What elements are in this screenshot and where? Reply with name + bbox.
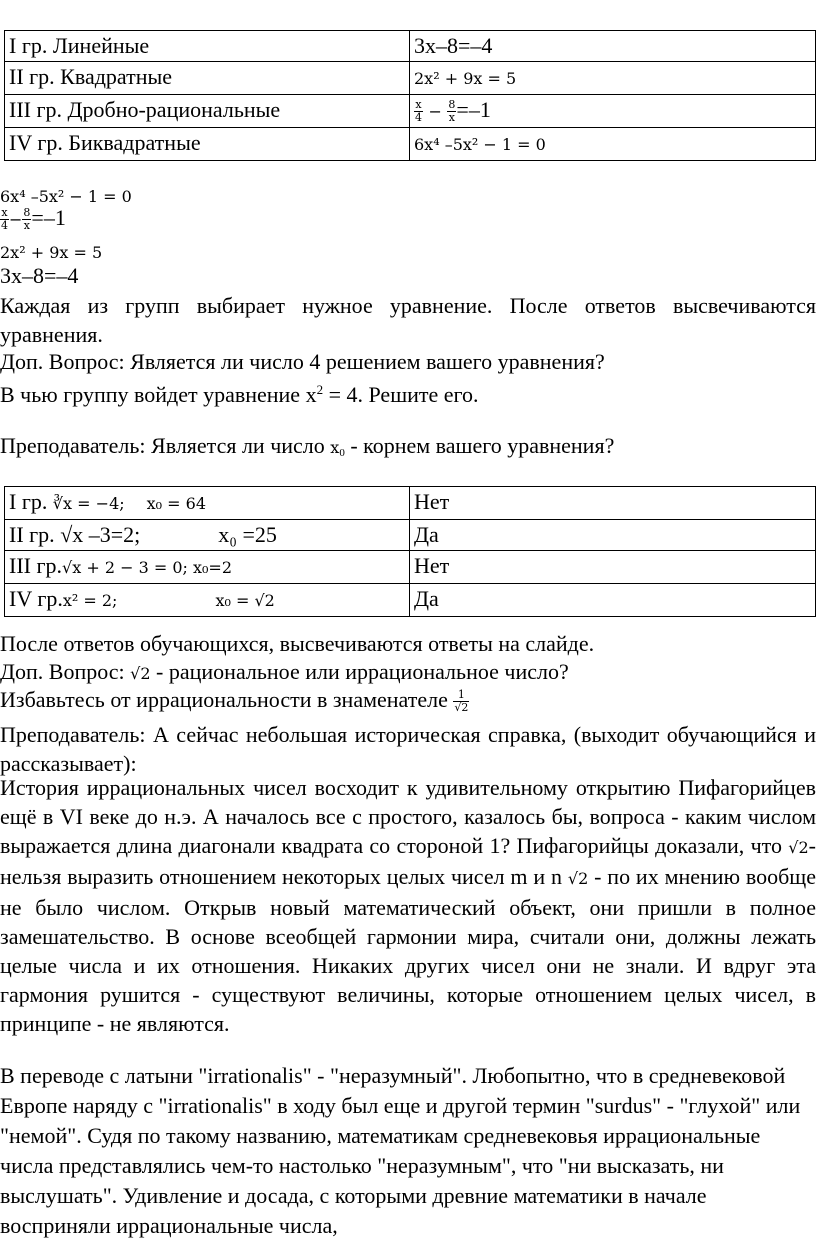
group-equation: I гр. ∛x = −4; x₀ = 64 — [5, 487, 410, 520]
equation-cell: 2x² + 9x = 5 — [410, 62, 816, 95]
paragraph: Каждая из групп выбирает нужное уравнение. После ответов высвечиваются уравнения. — [0, 293, 816, 347]
group-label: IV гр. Биквадратные — [5, 128, 410, 161]
paragraph: Избавьтесь от иррациональности в знаменателе $\frac{1}{√2}$ — [0, 687, 469, 715]
group-label: II гр. Квадратные — [5, 62, 410, 95]
paragraph: В чью группу войдет уравнение $x^2 = 4$. Решите его. — [0, 382, 479, 407]
answer-cell: Да — [410, 520, 816, 551]
fraction: $\frac{8}{x}$ — [23, 206, 31, 233]
answer-cell: Нет — [410, 487, 816, 520]
equation-line: 3x–8=–4 — [0, 263, 79, 288]
paragraph: Преподаватель: Является ли число $x_0$ - корнем вашего уравнения? — [0, 433, 615, 459]
group-equation: III гр.√x + 2 − 3 = 0; x₀=2 — [5, 551, 410, 584]
answer-cell: Нет — [410, 551, 816, 584]
equation-cell: 3x–8=–4 — [410, 31, 816, 62]
group-label: I гр. Линейные — [5, 31, 410, 62]
fraction: $\frac{x}{4}$ — [1, 206, 8, 233]
table-row — [5, 551, 816, 584]
fraction: $\frac{1}{√2}$ — [454, 688, 469, 715]
table-row — [5, 584, 816, 617]
paragraph: В переводе с латыни "irrationalis" - "неразумный". Любопытно, что в средневековой Европе наряду с "irrationalis" в ходу был еще и другой термин "surdus" - "глухой" или "немой". Судя по такому названию, математикам средневековья иррациональные числа представлялись чем-то настолько "неразумным", что "ни высказать, ни выслушать". Удивление и досада, с которыми древние математики в начале восприняли иррациональные числа, — [0, 1063, 801, 1238]
group-label: III гр. Дробно-рациональные — [5, 95, 410, 128]
paragraph: После ответов обучающихся, высвечиваются ответы на слайде. — [0, 631, 595, 656]
fraction: $\frac{x}{4}$ — [415, 98, 422, 125]
table-row — [5, 95, 816, 128]
fraction: $\frac{8}{x}$ — [448, 98, 456, 125]
table-row — [5, 31, 816, 62]
equation-line: $\frac{x}{4}$ − $\frac{8}{x}$ =–1 — [1, 205, 66, 233]
history-paragraph: История иррациональных чисел восходит к удивительному открытию Пифагорийцев ещё в VI веке до н.э. А началось все с простого, казалось бы, вопроса - каким числом выражается длина диагонали квадрата со стороной 1? Пифагорийцы доказали, что √2- нельзя выразить отношением некоторых целых чисел m и n √2 - по их мнению вообще не было числом. Открыв новый математический объект, они пришли в полное замешательство. В основе всеобщей гармонии мира, считали они, должны лежать целые числа и их отношения. Никаких других чисел они не знали. И вдруг эта гармония рушится - существуют величины, которые отношением целых чисел, в принципе - не являются. — [0, 775, 816, 1036]
answer-cell: Да — [410, 584, 816, 617]
table-row — [5, 520, 816, 551]
paragraph: Преподаватель: А сейчас небольшая историческая справка, (выходит обучающийся и рассказывает): — [0, 722, 816, 776]
group-equation: IV гр.x² = 2; x₀ = √2 — [5, 584, 410, 617]
roots-check-table — [4, 486, 816, 617]
paragraph: Доп. Вопрос: √2 - рациональное или иррациональное число? — [0, 659, 569, 684]
equation-line: 6x⁴ –5x² − 1 = 0 — [0, 187, 132, 206]
equation-line: 2x² + 9x = 5 — [0, 243, 103, 262]
equation-cell: $\frac{x}{4}$ − $\frac{8}{x}$ =–1 — [410, 95, 816, 128]
equation-cell: 6x⁴ –5x² − 1 = 0 — [410, 128, 816, 161]
paragraph: Доп. Вопрос: Является ли число 4 решением вашего уравнения? — [0, 349, 605, 374]
table-row — [5, 128, 816, 161]
group-equation: II гр. √x –3=2; x₀ =25 — [5, 520, 410, 551]
table-row — [5, 62, 816, 95]
groups-equations-table — [4, 30, 816, 161]
table-row — [5, 487, 816, 520]
